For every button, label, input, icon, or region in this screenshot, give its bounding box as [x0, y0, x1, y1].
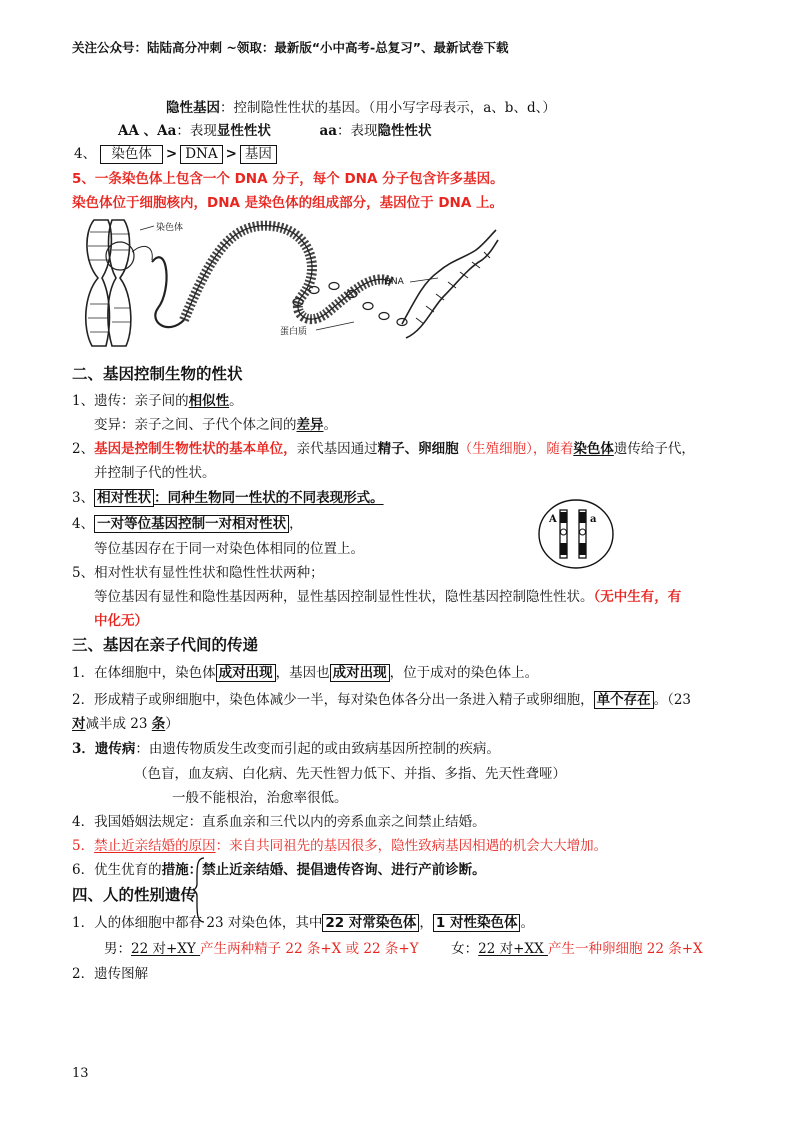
sec2-item-2b: 并控制子代的性状。: [94, 465, 216, 481]
s3-i2-pre: 2．形成精子或卵细胞中，染色体减少一半，每对染色体各分出一条进入精子或卵细胞，: [72, 692, 594, 708]
s3-i2-close: ）: [165, 716, 179, 732]
male-karyotype: 22 对+XY: [131, 941, 201, 957]
sec2-item-1: [72, 389, 243, 409]
measures-key: 措施: [161, 862, 189, 878]
s3-i5-rest: ：来自共同祖先的基因很多，隐性致病基因相遇的机会大大增加。: [215, 838, 608, 854]
item-4-num: 4、: [72, 516, 95, 532]
single-key: 单个存在: [594, 691, 654, 709]
allele-pair-key: 一对等位基因控制一对相对性状: [94, 515, 289, 533]
sec4-item-1: [72, 911, 534, 931]
sec3-item-2: [72, 688, 691, 708]
female-gametes: 产生一种卵细胞 22 条+X: [547, 941, 703, 957]
flow-arrow-2: >: [225, 146, 237, 162]
dna-strand-1: [402, 230, 496, 324]
variation-key: 差异: [296, 417, 324, 433]
chromosome-key: 染色体: [573, 441, 614, 457]
sec3-item-4: 4．我国婚姻法规定：直系血亲和三代以内的旁系血亲之间禁止结婚。: [72, 814, 486, 830]
sperm-egg-key: 精子、卵细胞: [377, 441, 459, 457]
s4-i1-post: 。: [520, 915, 534, 931]
item-3-num: 3、: [72, 490, 95, 506]
autosome-key: 22 对常染色体: [322, 914, 419, 932]
dominant-trait: 显性性状: [216, 123, 271, 139]
item-2-red-2: （生殖细胞），随着: [458, 441, 574, 457]
section-4-title: 四、人的性别遗传: [72, 886, 197, 904]
s3-i5-num: 5．: [72, 838, 95, 854]
item-2-text-1: 亲代基因通过: [296, 441, 378, 457]
item-5-sub: 等位基因有显性和隐性基因两种，显性基因控制显性性状，隐性基因控制隐性性状。: [94, 589, 594, 605]
sec2-item-1b: [94, 413, 337, 433]
sec4-item-1b: [104, 937, 703, 957]
cousin-marriage-reason: 禁止近亲结婚的原因: [94, 838, 216, 854]
hierarchy-flow: [74, 142, 277, 164]
s3-i6-pre: 6．优生优育的: [72, 862, 162, 878]
dna-strand-2: [406, 240, 498, 338]
allele-a-label: a: [590, 514, 597, 525]
sec2-item-2: [72, 437, 695, 457]
item-2-text-2: 遗传给子代，: [613, 441, 695, 457]
genotype-text-2: ：表现: [336, 123, 378, 139]
sec3-item-3-examples: （色盲，血友病、白化病、先天性智力低下、并指、多指、先天性聋哑）: [134, 766, 566, 782]
sec3-item-5: [72, 834, 607, 854]
measures-list: ：禁止近亲结婚、提倡遗传咨询、进行产前诊断。: [188, 862, 486, 878]
heredity-key: 相似性: [188, 393, 230, 409]
allele-A-label: A: [549, 514, 557, 525]
recessive-gene-line: [166, 96, 556, 116]
paired-key-1: 成对出现: [216, 664, 276, 682]
flow-dna: DNA: [180, 145, 222, 164]
sec2-item-3: [72, 486, 384, 506]
variation-end: 。: [323, 417, 337, 433]
male-label: 男：: [104, 941, 131, 957]
genotype-text-1: ：表现: [176, 123, 217, 139]
s3-i3-def: ：由遗传物质发生改变而引起的或由致病基因所控制的疾病。: [135, 741, 500, 757]
sec2-item-4b: 等位基因存在于同一对染色体相同的位置上。: [94, 541, 364, 557]
page-number: 13: [72, 1066, 89, 1081]
relative-trait-def: ：同种生物同一性状的不同表现形式。: [154, 490, 384, 506]
flow-gene: 基因: [240, 145, 277, 164]
flow-chromosome: 染色体: [100, 145, 163, 164]
genotype-recessive: aa: [319, 123, 337, 139]
item-5-red: （无中生有，有: [593, 589, 682, 605]
sec3-item-1: [72, 661, 538, 681]
sec2-item-4: [72, 512, 303, 532]
item-4-end: ，: [289, 516, 303, 532]
label-dna: DNA: [384, 277, 404, 287]
allele-figure: [537, 498, 615, 570]
chromosome-dna-figure: [72, 212, 502, 354]
heredity-text: 1、遗传：亲子间的: [72, 393, 189, 409]
s4-i1-mid: ，: [419, 915, 433, 931]
female-label: 女：: [451, 941, 479, 957]
s3-i1-post: ，位于成对的染色体上。: [389, 665, 539, 681]
female-karyotype: 22 对+XX: [478, 941, 548, 957]
sex-chromosome-key: 1 对性染色体: [433, 914, 521, 932]
page-header: 关注公众号：陆陆高分冲刺 ~领取：最新版“小中高考-总复习”、最新试卷下载: [72, 40, 509, 55]
sec3-item-6: [72, 858, 486, 878]
genotype-line: [118, 119, 431, 139]
flow-number: 4、: [74, 146, 97, 162]
paired-key-2: 成对出现: [330, 664, 390, 682]
item-2-num: 2、: [72, 441, 95, 457]
section-2-title: 二、基因控制生物的性状: [72, 365, 243, 383]
genetic-disease-key: 遗传病: [94, 741, 136, 757]
s4-i1-pre: 1．人的体细胞中都有 23 对染色体，其中: [72, 915, 323, 931]
sec3-item-2b: [72, 712, 179, 732]
s3-i1-mid: ，基因也: [275, 665, 330, 681]
s3-i3-num: 3．: [72, 741, 95, 757]
label-chromosome: 染色体: [156, 223, 184, 233]
sec2-item-5: 5、相对性状有显性性状和隐性性状两种；: [72, 565, 324, 581]
genotype-dominant: AA 、Aa: [118, 123, 177, 139]
recessive-trait: 隐性性状: [377, 123, 432, 139]
heredity-end: 。: [229, 393, 243, 409]
sec3-item-3: [72, 737, 500, 757]
male-gametes: 产生两种精子 22 条+X 或 22 条+Y: [200, 941, 419, 957]
recessive-gene-def: ：控制隐性性状的基因。（用小写字母表示，a、b、d、）: [220, 100, 556, 116]
chromatin-coil: [184, 226, 392, 320]
variation-text: 变异：亲子之间、子代个体之间的: [94, 417, 297, 433]
section-3-title: 三、基因在亲子代间的传递: [72, 636, 259, 654]
sec4-item-2: 2．遗传图解: [72, 966, 149, 982]
point-5-line-2: 染色体位于细胞核内，DNA 是染色体的组成部分，基因位于 DNA 上。: [72, 195, 504, 211]
flow-arrow-1: >: [165, 146, 178, 162]
term-recessive-gene: 隐性基因: [166, 100, 220, 116]
s3-i2-post: 。（23: [653, 692, 692, 708]
point-5-line-1: 5、一条染色体上包含一个 DNA 分子，每个 DNA 分子包含许多基因。: [72, 171, 504, 187]
gene-basic-unit: 基因是控制生物性状的基本单位，: [94, 441, 297, 457]
s3-i2-halve: 减半成 23: [85, 716, 152, 732]
chromosome-left-arm: [86, 220, 112, 346]
relative-trait-key: 相对性状: [94, 489, 154, 507]
sec2-item-5c: 中化无）: [94, 613, 148, 629]
s3-i1-pre: 1．在体细胞中，染色体: [72, 665, 216, 681]
sec2-item-5b: [94, 585, 681, 605]
strand-key: 条: [151, 716, 166, 732]
label-protein: 蛋白质: [280, 327, 308, 337]
sec3-item-3-note: 一般不能根治，治愈率很低。: [172, 790, 348, 806]
pair-key: 对: [72, 716, 86, 732]
